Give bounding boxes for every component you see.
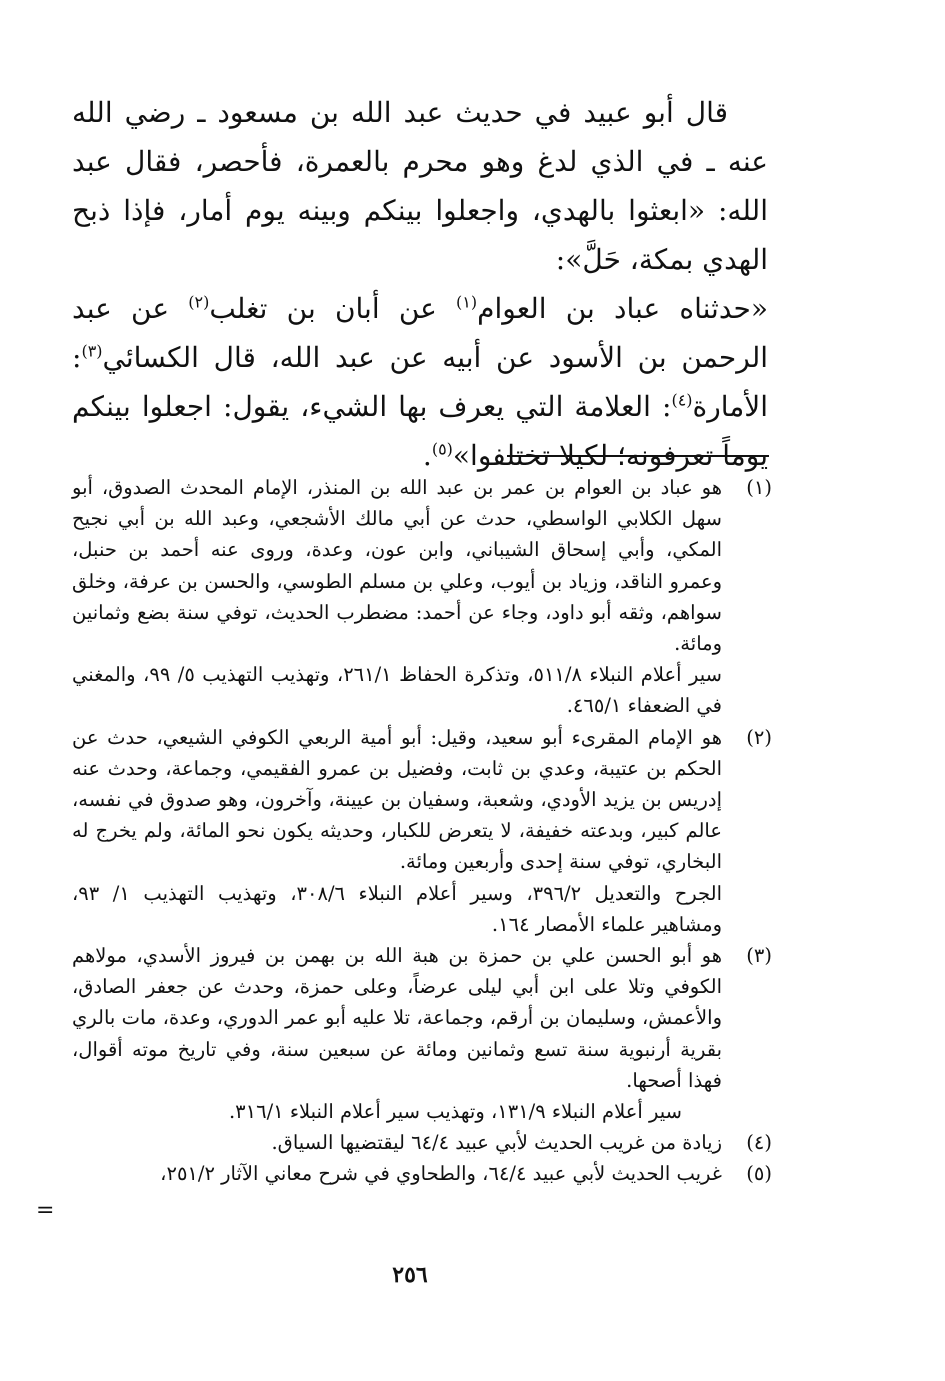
isnad-part-a: «حدثناه عباد بن العوام xyxy=(477,292,768,325)
footnote-sources: سير أعلام النبلاء ١٣١/٩، وتهذيب سير أعلام النبلاء ٣١٦/١. xyxy=(228,1100,682,1124)
footnote-ref-2[interactable]: (٢) xyxy=(188,292,210,312)
footnote-ref-4[interactable]: (٤) xyxy=(671,390,693,410)
footnote-ref-1[interactable]: (١) xyxy=(456,292,478,312)
footnote-3 xyxy=(72,940,772,1127)
footnote-body xyxy=(72,940,722,1127)
page-body xyxy=(72,88,768,480)
footnote-body xyxy=(72,722,722,940)
isnad-part-d: : الأمارة xyxy=(72,341,768,423)
main-paragraph xyxy=(72,88,768,284)
footnote-text: زيادة من غريب الحديث لأبي عبيد ٦٤/٤ ليقتضيها السياق. xyxy=(271,1131,722,1155)
isnad-part-c: عن عبد الرحمن بن الأسود عن أبيه عن عبد الله، قال الكسائي xyxy=(72,292,768,374)
footnote-text: هو عباد بن العوام بن عمر بن عبد الله بن المنذر، الإمام المحدث الصدوق، أبو سهل الكلابي الواسطي، حدث عن أبي مالك الأشجعي، وعبد الله بن أبي نجيح المكي، وأبي إسحاق الشيباني، وابن عون، وعدة، وروى عنه أحمد بن حنبل، وعمرو الناقد، وزياد بن أيوب، وعلي بن مسلم الطوسي، والحسن بن عرفة، وخلق سواهم، وثقه أبو داود، وجاء عن أحمد: مضطرب الحديث، توفي سنة بضع وثمانين ومائة. xyxy=(72,476,722,656)
footnote-sources: سير أعلام النبلاء ٥١١/٨، وتذكرة الحفاظ ٢٦١/١، وتهذيب التهذيب ٥/ ٩٩، والمغني في الضعفاء ٤٦٥/١. xyxy=(72,663,722,718)
footnote-1 xyxy=(72,472,772,722)
footnote-body xyxy=(72,1127,722,1158)
continuation-mark: = xyxy=(36,1198,55,1223)
footnote-ref-5[interactable]: (٥) xyxy=(431,439,453,459)
isnad-paragraph xyxy=(72,284,768,480)
footnote-number: (٤) xyxy=(746,1131,772,1155)
footnote-sources: الجرح والتعديل ٣٩٦/٢، وسير أعلام النبلاء ٣٠٨/٦، وتهذيب التهذيب ١/ ٩٣، ومشاهير علماء الأمصار ١٦٤. xyxy=(72,881,722,936)
footnote-text: هو الإمام المقرىء أبو سعيد، وقيل: أبو أمية الربعي الكوفي الشيعي، حدث عن الحكم بن عتيبة، وعدي بن ثابت، وفضيل بن عمرو الفقيمي، وجماعة، وحدث عنه إدريس بن يزيد الأودي، وشعبة، وسفيان بن عيينة، وآخرون، وهو صدوق في نفسه، عالم كبير، وبدعته خفيفة، لا يتعرض للكبار، وحديثه يكون نحو المائة، ولم يخرج له البخاري، توفي سنة إحدى وأربعين ومائة. xyxy=(72,725,722,874)
footnote-2 xyxy=(72,722,772,940)
isnad-part-e: : العلامة التي يعرف بها الشيء، يقول: اجعلوا بينكم يوماً تعرفونه؛ لكيلا تختلفوا» xyxy=(72,390,768,472)
footnote-number: (٣) xyxy=(746,944,772,968)
footnote-ref-3[interactable]: (٣) xyxy=(81,341,103,361)
page-number: ٢٥٦ xyxy=(392,1262,428,1288)
footnote-number: (٢) xyxy=(746,725,772,749)
isnad-part-b: عن أبان بن تغلب xyxy=(209,292,457,325)
isnad-end: . xyxy=(422,439,432,472)
opening-text: قال أبو عبيد في حديث عبد الله بن مسعود ـ رضي الله عنه ـ في الذي لدغ وهو محرم بالعمرة، فأحصر، فقال عبد الله: «ابعثوا بالهدي، واجعلوا بينكم وبينه يوم أمار، فإذا ذبح الهدي بمكة، حَلَّ»: xyxy=(72,96,768,276)
footnote-separator xyxy=(507,455,769,457)
footnote-body xyxy=(72,1158,722,1189)
footnote-5 xyxy=(72,1158,772,1189)
footnotes xyxy=(72,472,772,1190)
footnote-number: (٥) xyxy=(746,1162,772,1186)
footnote-4 xyxy=(72,1127,772,1158)
footnote-number: (١) xyxy=(746,476,772,499)
main-text xyxy=(72,88,768,480)
footnote-text: هو أبو الحسن علي بن حمزة بن هبة الله بن بهمن بن فيروز الأسدي، مولاهم الكوفي وتلا على ابن أبي ليلى عرضاً، وعلى حمزة، وحدث عن جعفر الصادق، والأعمش، وسليمان بن أرقم، وجماعة، تلا عليه أبو عمر الدوري، وعدة، مات بالري بقرية أرنبوية سنة تسع وثمانين ومائة عن سبعين سنة، وفي تاريخ موته أقوال، فهذا أصحها. xyxy=(72,944,722,1092)
footnote-body xyxy=(72,472,722,722)
footnote-text: غريب الحديث لأبي عبيد ٦٤/٤، والطحاوي في شرح معاني الآثار ٢٥١/٢، xyxy=(160,1162,722,1186)
